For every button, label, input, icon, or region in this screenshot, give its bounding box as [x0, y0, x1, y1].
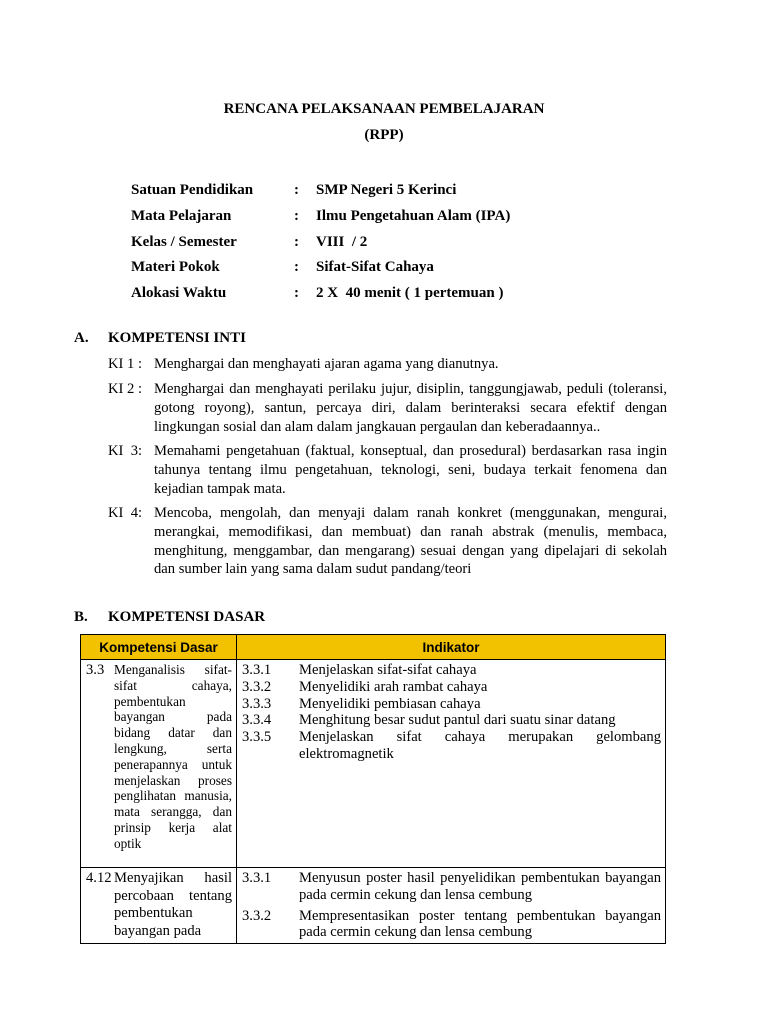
identity-table: [131, 178, 510, 306]
ki-text: Memahami pengetahuan (faktual, konseptual, dan prosedural) berdasarkan rasa ingin tahunya tentang ilmu pengetahuan, teknologi, seni, budaya terkait fenomena dan kejadian tampak mata.: [154, 443, 667, 497]
indicator-item: [242, 729, 661, 763]
table-row: [81, 868, 666, 944]
section-letter: B.: [74, 609, 88, 625]
indicator-text: Menyelidiki pembiasan cahaya: [299, 695, 481, 712]
identity-colon: :: [294, 285, 299, 302]
kd-cell: [81, 868, 237, 944]
identity-value: VIII / 2: [316, 233, 368, 250]
indicator-item: [242, 908, 661, 942]
identity-colon: :: [294, 259, 299, 276]
identity-value: Ilmu Pengetahuan Alam (IPA): [316, 208, 511, 225]
section-a-heading: [74, 330, 246, 347]
identity-row: [131, 255, 510, 281]
indicator-cell: [237, 660, 666, 868]
indicator-number: 3.3.3: [242, 695, 272, 712]
section-b-heading: [74, 609, 265, 626]
indicator-text: Menghitung besar sudut pantul dari suatu sinar datang: [299, 712, 616, 729]
ki-text: Mencoba, mengolah, dan menyaji dalam ranah konkret (menggunakan, mengurai, merangkai, memodifikasi, dan membuat) dan ranah abstrak (menulis, membaca, menghitung, menggambar, dan mengarang) sesuai dengan yang dipelajari di sekolah dan sumber lain yang sama dalam sudut pandang/teori: [154, 505, 667, 578]
kd-number: 4.12: [86, 870, 112, 886]
section-title: KOMPETENSI DASAR: [108, 609, 266, 625]
indicator-text: Menyusun poster hasil penyelidikan pembentukan bayangan pada cermin cekung dan lensa cembung: [299, 870, 661, 903]
ki-label: KI 3:: [108, 443, 143, 459]
table-header-row: [81, 635, 666, 660]
identity-value: Sifat-Sifat Cahaya: [316, 259, 434, 276]
indicator-item: [242, 870, 661, 904]
identity-row: [131, 204, 510, 230]
indicator-text: Menyelidiki arah rambat cahaya: [299, 678, 488, 695]
indicator-text: Menjelaskan sifat cahaya merupakan gelombang elektromagnetik: [299, 729, 661, 762]
identity-value: 2 X 40 menit ( 1 pertemuan ): [316, 285, 504, 302]
indicator-number: 3.3.1: [242, 662, 272, 678]
indicator-item: [242, 712, 661, 729]
indicator-number: 3.3.2: [242, 907, 272, 924]
ki-item: [108, 504, 667, 579]
kd-number: 3.3: [86, 662, 105, 678]
identity-colon: :: [294, 182, 299, 199]
indicator-number: 3.3.4: [242, 712, 272, 729]
ki-item: [108, 442, 667, 498]
table-row: [81, 660, 666, 868]
identity-row: [131, 281, 510, 307]
indicator-text: Mempresentasikan poster tentang pembentukan bayangan pada cermin cekung dan lensa cembung: [299, 907, 661, 941]
identity-label: Alokasi Waktu: [131, 285, 227, 302]
ki-label: KI 1 :: [108, 356, 143, 372]
ki-label: KI 2 :: [108, 381, 143, 397]
ki-text: Menghargai dan menghayati perilaku jujur, disiplin, tanggungjawab, peduli (toleransi, gotong royong), santun, percaya diri, dalam berinteraksi secara efektif dengan lingkungan sosial dan alam dalam jangkauan pergaulan dan keberadaannya..: [154, 381, 667, 435]
indicator-text: Menjelaskan sifat-sifat cahaya: [299, 662, 477, 678]
kompetensi-dasar-table: [80, 634, 666, 944]
identity-colon: :: [294, 233, 299, 250]
ki-item: [108, 355, 667, 374]
indicator-number: 3.3.5: [242, 729, 272, 746]
kd-text: Menganalisis sifat-sifat cahaya, pembentukan bayangan pada bidang datar dan lengkung, serta penerapannya untuk menjelaskan proses penglihatan manusia, mata serangga, dan prinsip kerja alat optik: [114, 662, 232, 851]
document-title: RENCANA PELAKSANAAN PEMBELAJARAN: [223, 101, 545, 117]
indicator-number: 3.3.1: [242, 870, 272, 886]
kd-text: Menyajikan hasil percobaan tentang pembentukan bayangan pada: [114, 870, 232, 939]
indicator-item: [242, 679, 661, 696]
identity-label: Kelas / Semester: [131, 233, 237, 250]
indicator-item: [242, 696, 661, 713]
section-letter: A.: [74, 330, 89, 346]
identity-label: Satuan Pendidikan: [131, 182, 254, 199]
column-header: Indikator: [237, 635, 666, 660]
identity-row: [131, 178, 510, 204]
indicator-item: [242, 662, 661, 679]
identity-row: [131, 229, 510, 255]
kd-cell: [81, 660, 237, 868]
document-subtitle: (RPP): [364, 127, 404, 143]
indicator-number: 3.3.2: [242, 678, 272, 695]
identity-value: SMP Negeri 5 Kerinci: [316, 182, 457, 199]
indicator-cell: [237, 868, 666, 944]
column-header: Kompetensi Dasar: [81, 635, 237, 660]
identity-label: Mata Pelajaran: [131, 208, 232, 225]
identity-label: Materi Pokok: [131, 259, 220, 276]
ki-label: KI 4:: [108, 505, 143, 521]
identity-colon: :: [294, 208, 299, 225]
section-title: KOMPETENSI INTI: [108, 330, 246, 346]
ki-item: [108, 380, 667, 436]
ki-text: Menghargai dan menghayati ajaran agama yang dianutnya.: [154, 356, 499, 372]
